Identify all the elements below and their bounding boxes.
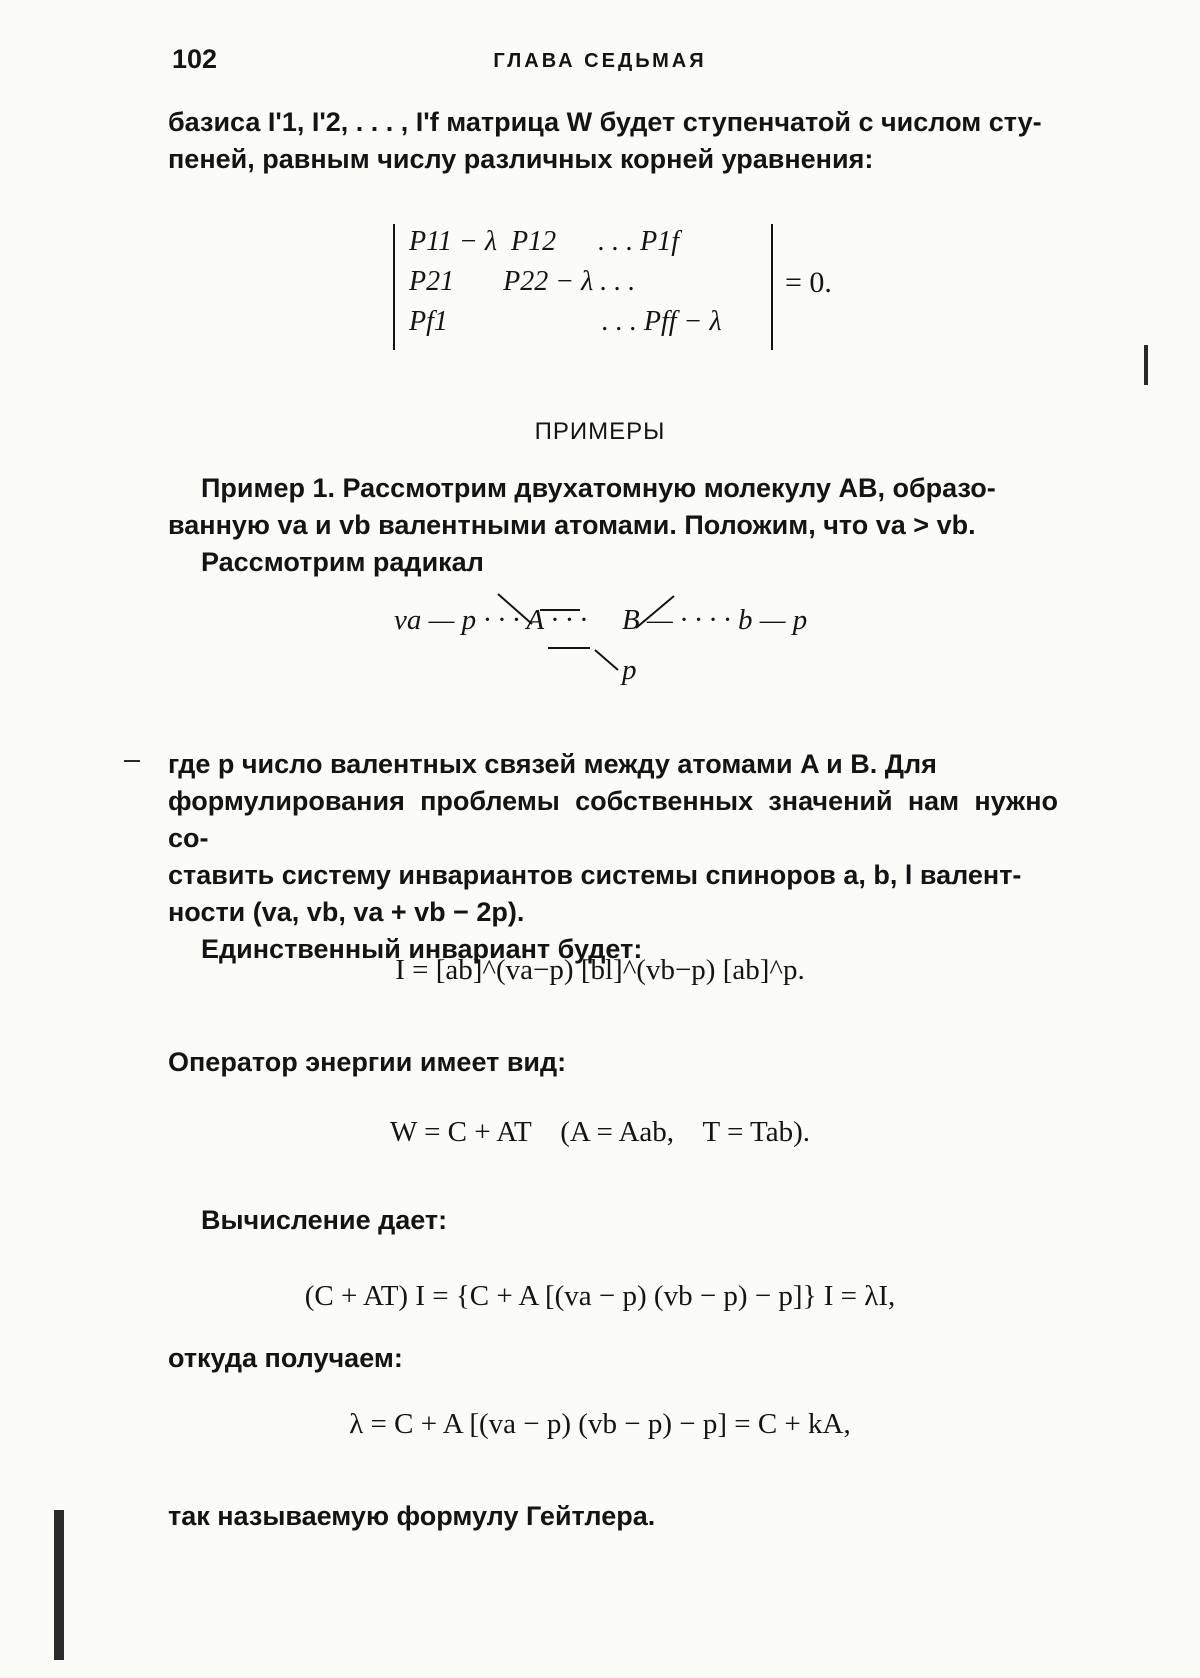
example-line: Пример 1. Рассмотрим двухатомную молекулу AB, образо- <box>201 473 996 503</box>
result-intro-line: откуда получаем: <box>168 1343 403 1373</box>
lambda-formula: λ = C + A [(va − p) (vb − p) − p] = C + kA, <box>349 1408 851 1440</box>
intro-paragraph <box>168 104 1058 178</box>
example-line: ванную va и vb валентными атомами. Положим, что va > vb. <box>168 510 976 540</box>
scan-edge-smudge <box>54 1510 64 1660</box>
determinant-left-bar <box>393 224 395 350</box>
calculation-formula: (C + AT) I = {C + A [(va − p) (vb − p) − p]} I = λI, <box>304 1280 896 1312</box>
calculation-paragraph <box>168 1202 1058 1239</box>
radical-diagram <box>390 590 830 700</box>
intro-line: пеней, равным числу различных корней уравнения: <box>168 144 874 174</box>
closing-line: так называемую формулу Гейтлера. <box>168 1501 656 1531</box>
intro-line: базиса I'1, I'2, . . . , I'f матрица W будет ступенчатой с числом сту- <box>168 107 1042 137</box>
definition-line: где p число валентных связей между атомами A и B. Для <box>168 749 937 779</box>
determinant-right-bar <box>771 224 773 350</box>
definition-paragraph <box>168 746 1058 968</box>
scan-edge-smudge <box>124 760 140 762</box>
operator-paragraph <box>168 1044 1058 1081</box>
running-head: ГЛАВА СЕДЬМАЯ <box>493 50 707 72</box>
scan-edge-smudge <box>1144 345 1148 385</box>
example-paragraph <box>168 470 1058 581</box>
definition-line: формулирования проблемы собственных значений нам нужно со- <box>168 786 1058 853</box>
determinant-row: Pf1 . . . Pff − λ <box>409 306 722 337</box>
determinant-row: P11 − λ P12 . . . P1f <box>409 226 680 257</box>
determinant-equation <box>393 222 843 350</box>
definition-line: ставить систему инвариантов системы спиноров a, b, l валент- <box>168 860 1022 890</box>
closing-paragraph <box>168 1498 1058 1535</box>
operator-line: Оператор энергии имеет вид: <box>168 1047 567 1077</box>
invariant-formula: I = [ab]^(va−p) [bl]^(vb−p) [ab]^p. <box>395 954 805 986</box>
result-intro-paragraph <box>168 1340 1058 1377</box>
definition-line: Единственный инвариант будет: <box>201 934 643 964</box>
determinant-row: P21 P22 − λ . . . <box>409 266 636 297</box>
determinant-rhs: = 0. <box>785 266 832 299</box>
calculation-line: Вычисление дает: <box>201 1205 448 1235</box>
page-number: 102 <box>172 44 218 74</box>
radical-bottom: p <box>622 654 637 686</box>
section-title: ПРИМЕРЫ <box>534 418 666 445</box>
operator-formula: W = C + AT (A = Aab, T = Tab). <box>389 1116 810 1148</box>
example-line: Рассмотрим радикал <box>201 547 484 577</box>
radical-left: va — p · · · A · · · <box>394 604 588 636</box>
radical-right: B — · · · · b — p <box>622 604 808 636</box>
definition-line: ности (va, vb, va + vb − 2p). <box>168 897 525 927</box>
